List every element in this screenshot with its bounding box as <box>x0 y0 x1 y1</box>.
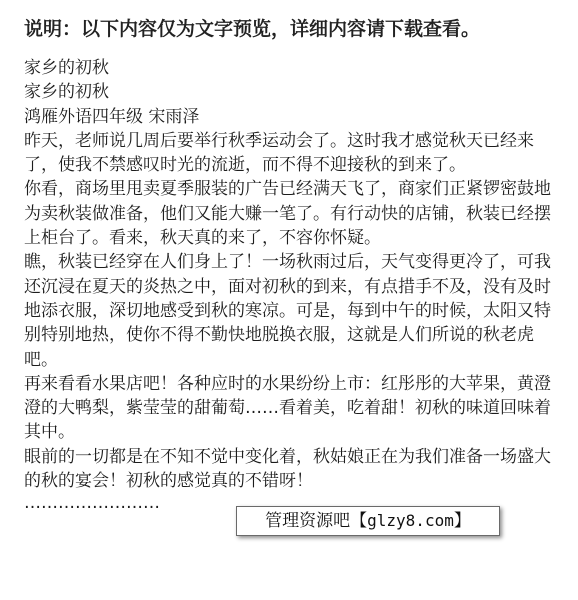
document-title: 家乡的初秋 <box>24 58 109 78</box>
paragraph-2: 你看，商场里甩卖夏季服装的广告已经满天飞了，商家们正紧锣密鼓地为卖秋装做准备，他们又能大赚一笔了。有行动快的店铺，秋装已经摆上柜台了。看来，秋天真的来了，不容你怀疑。 <box>24 179 551 249</box>
paragraph-1: 昨天，老师说几周后要举行秋季运动会了。这时我才感觉秋天已经来了，使我不禁感叹时光的流逝，而不得不迎接秋的到来了。 <box>24 130 534 176</box>
watermark-site: glzy8.com <box>367 511 454 530</box>
author-line: 鸿雁外语四年级 宋雨泽 <box>24 106 200 127</box>
paragraph-4: 再来看看水果店吧！各种应时的水果纷纷上市：红彤彤的大苹果，黄澄澄的大鸭梨，紫莹莹的甜葡萄……看着美，吃着甜！初秋的味道回味着其中。 <box>24 373 551 443</box>
paragraph-5: 眼前的一切都是在不知不觉中变化着，秋姑娘正在为我们准备一场盛大的秋的宴会！初秋的感觉真的不错呀！ <box>24 446 551 492</box>
document-title-repeat: 家乡的初秋 <box>24 82 109 103</box>
preview-notice: 说明：以下内容仅为文字预览，详细内容请下载查看。 <box>24 18 481 40</box>
paragraph-3: 瞧，秋装已经穿在人们身上了！一场秋雨过后，天气变得更冷了，可我还沉浸在夏天的炎热之中，面对初秋的到来，有点措手不及，没有及时地添衣服，深切地感受到秋的寒凉。可是，每到中午的时候，太阳又特别特别地热，使你不得不勤快地脱换衣服，这就是人们所说的秋老虎吧。 <box>24 252 551 370</box>
site-watermark <box>236 506 500 536</box>
watermark-suffix: 】 <box>453 511 471 531</box>
ellipsis-line: …………………… <box>24 493 160 514</box>
document-body <box>24 56 560 513</box>
watermark-prefix: 管理资源吧【 <box>265 511 368 531</box>
